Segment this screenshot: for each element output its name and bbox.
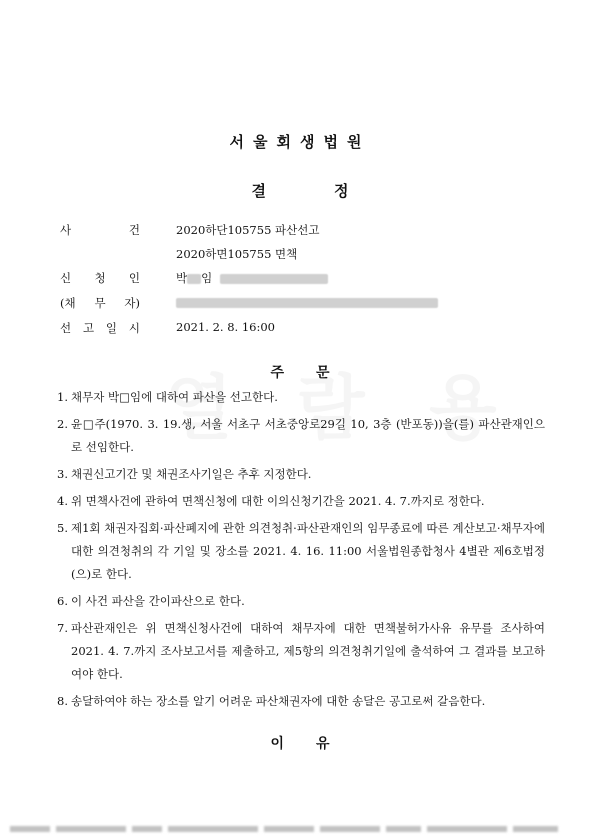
applicant-name-last: 임 (201, 271, 213, 285)
document-title-char: 결 (251, 182, 266, 200)
document-title (0, 180, 600, 201)
footer-redacted-strip (10, 826, 590, 832)
order-item: 4. 위 면책사건에 관하여 면책신청에 대한 이의신청기간을 2021. 4. 7.까지로 정한다. (57, 494, 485, 508)
applicant-name-first: 박 (176, 271, 188, 285)
order-item: 5. 제1회 채권자집회·파산폐지에 관한 의견청취·파산관재인의 임무종료에 따른 계산보고·채무자에 대한 의견청취의 각 기일 및 장소를 2021. 4. 16. 11:00 서울법원종합청사 4별관 제6호법정(으)로 한다. (57, 521, 545, 581)
applicant-label: 신 청 인 (60, 271, 140, 285)
debtor-label: (채 무 자) (60, 296, 140, 310)
applicant-value (176, 270, 328, 286)
order-heading: 주 문 (270, 365, 330, 381)
reason-heading: 이 유 (270, 736, 330, 752)
order-item: 2. 윤□주(1970. 3. 19.생, 서울 서초구 서초중앙로29길 10, 3층 (반포동))을(를) 파산관재인으로 선임한다. (57, 417, 545, 454)
order-list (57, 386, 545, 717)
case-label: 사 건 (60, 223, 140, 237)
date-label: 선 고 일 시 (60, 321, 140, 335)
redacted-resident-number (220, 274, 328, 284)
redacted-address (176, 298, 438, 308)
order-item: 1. 채무자 박□임에 대하여 파산을 선고한다. (57, 390, 278, 404)
date-value: 2021. 2. 8. 16:00 (176, 320, 275, 334)
debtor-address-redacted (176, 295, 438, 309)
case-number-bankruptcy: 2020하단105755 파산선고 (176, 223, 320, 237)
order-item: 7. 파산관재인은 위 면책신청사건에 대하여 채무자에 대한 면책불허가사유 유무를 조사하여 2021. 4. 7.까지 조사보고서를 제출하고, 제5항의 의견청취기일에 출석하여 그 결과를 보고하여야 한다. (57, 621, 545, 681)
court-name: 서울회생법원 (229, 133, 371, 151)
order-item: 8. 송달하여야 하는 장소를 알기 어려운 파산채권자에 대한 송달은 공고로써 갈음한다. (57, 694, 486, 708)
order-item: 3. 채권신고기간 및 채권조사기일은 추후 지정한다. (57, 467, 312, 481)
order-item: 6. 이 사건 파산을 간이파산으로 한다. (57, 594, 245, 608)
document-title-char: 정 (334, 182, 349, 200)
case-number-discharge: 2020하면105755 면책 (176, 247, 298, 261)
redacted-name (187, 274, 201, 284)
